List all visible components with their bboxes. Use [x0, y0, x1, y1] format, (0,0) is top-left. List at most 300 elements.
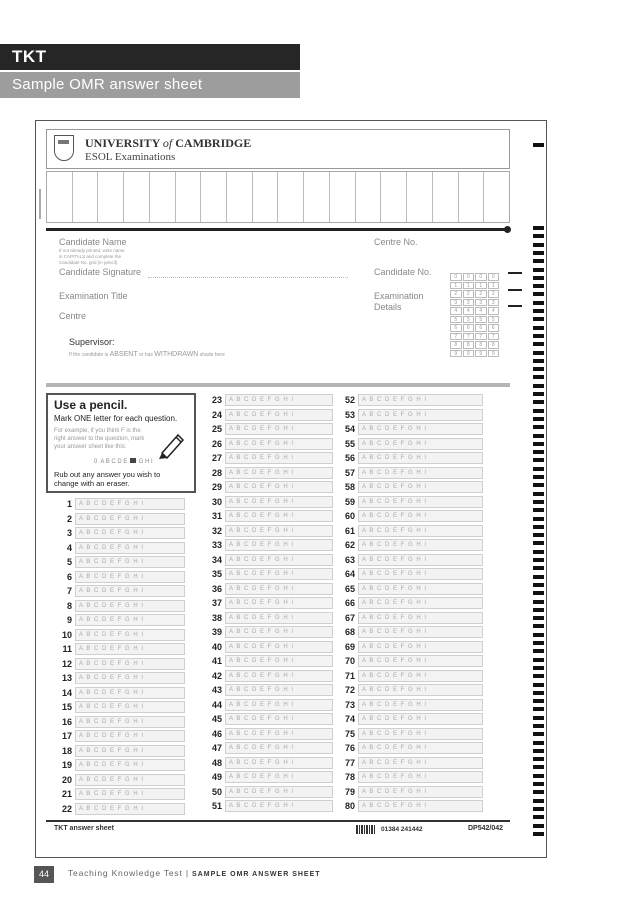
answer-options[interactable]: A B C D E F G H I: [225, 409, 333, 421]
question-number: 8: [66, 600, 72, 611]
digit-bubble[interactable]: 8: [488, 341, 500, 349]
signature-line: [148, 277, 348, 278]
question-number: 79: [344, 786, 355, 797]
question-number: 29: [211, 482, 222, 492]
answer-options[interactable]: A B C D E F G H I: [358, 452, 483, 464]
question-number: 5: [66, 557, 72, 567]
answer-row: [341, 625, 483, 639]
question-number: 56: [344, 453, 355, 463]
question-number: 2: [66, 513, 72, 524]
question-number: 44: [211, 699, 222, 710]
name-grid-cell[interactable]: [381, 172, 407, 222]
question-number: 58: [344, 482, 355, 492]
digit-bubble[interactable]: 0: [488, 273, 500, 281]
answer-row: [58, 715, 185, 729]
digit-bubble[interactable]: 9: [463, 350, 475, 358]
timing-mark: [533, 691, 544, 695]
timing-mark: [533, 741, 544, 745]
question-number: 32: [211, 525, 222, 536]
question-number: 28: [211, 467, 222, 478]
timing-mark: [533, 658, 544, 662]
answer-options[interactable]: A B C D E F G H I: [75, 571, 185, 583]
timing-mark: [533, 351, 544, 355]
answer-options[interactable]: A B C D E F G H I: [225, 496, 333, 508]
name-grid-cell[interactable]: [73, 172, 99, 222]
answer-options[interactable]: A B C D E F G H I: [75, 687, 185, 699]
digit-row: [450, 290, 500, 298]
digit-bubble[interactable]: 0: [463, 273, 475, 281]
mark-one-letter-text: Mark ONE letter for each question.: [54, 414, 178, 423]
answer-options[interactable]: A B C D E F G H I: [358, 597, 483, 609]
digit-bubble[interactable]: 3: [475, 299, 487, 307]
digit-bubble[interactable]: 5: [463, 316, 475, 324]
name-grid-cell[interactable]: [459, 172, 485, 222]
digit-bubble[interactable]: 5: [475, 316, 487, 324]
answer-row: [341, 683, 483, 697]
question-number: 68: [344, 627, 355, 637]
digit-bubble[interactable]: 4: [475, 307, 487, 315]
answer-options[interactable]: A B C D E F G H I: [358, 554, 483, 566]
digit-bubble[interactable]: 3: [463, 299, 475, 307]
question-number: 63: [344, 554, 355, 565]
centre-no-label: Centre No.: [374, 237, 418, 247]
side-dash: [508, 305, 522, 307]
timing-mark: [533, 525, 544, 529]
question-number: 41: [211, 656, 222, 666]
answer-row: [58, 584, 185, 598]
timing-mark: [533, 417, 544, 421]
answer-options[interactable]: A B C D E F G H I: [75, 643, 185, 655]
question-number: 62: [344, 540, 355, 550]
answer-options[interactable]: A B C D E F G H I: [75, 542, 185, 554]
digit-bubble[interactable]: 8: [450, 341, 462, 349]
timing-mark: [533, 317, 544, 321]
examination-details-label: Examination Details: [374, 291, 424, 312]
question-number: 34: [211, 554, 222, 565]
page-footer-title: Teaching Knowledge Test | SAMPLE OMR ANSWER SHEET: [68, 868, 321, 878]
digit-bubble[interactable]: 1: [463, 282, 475, 290]
question-number: 77: [344, 757, 355, 768]
answer-options[interactable]: A B C D E F G H I: [225, 626, 333, 638]
timing-mark: [533, 649, 544, 653]
answer-options[interactable]: A B C D E F G H I: [225, 684, 333, 696]
question-number: 21: [61, 789, 72, 799]
timing-mark: [533, 409, 544, 413]
timing-mark: [533, 508, 544, 512]
answer-options[interactable]: A B C D E F G H I: [225, 394, 333, 406]
name-grid-cell[interactable]: [304, 172, 330, 222]
timing-mark: [533, 575, 544, 579]
answer-row: [341, 408, 483, 422]
answer-options[interactable]: A B C D E F G H I: [358, 655, 483, 667]
answer-options[interactable]: A B C D E F G H I: [225, 641, 333, 653]
timing-mark: [533, 550, 544, 554]
answer-options[interactable]: A B C D E F G H I: [75, 658, 185, 670]
answer-row: [58, 512, 185, 526]
answer-options[interactable]: A B C D E F G H I: [225, 554, 333, 566]
timing-mark: [533, 284, 544, 288]
digit-bubble[interactable]: 1: [475, 282, 487, 290]
answer-options[interactable]: A B C D E F G H I: [358, 438, 483, 450]
answer-options[interactable]: A B C D E F G H I: [358, 684, 483, 696]
answer-options[interactable]: A B C D E F G H I: [75, 556, 185, 568]
candidate-name-label: Candidate Name: [59, 237, 127, 247]
timing-mark: [533, 234, 544, 238]
answer-row: [58, 744, 185, 758]
answer-row: [208, 466, 333, 480]
answer-options[interactable]: A B C D E F G H I: [225, 728, 333, 740]
logo-box: [46, 129, 510, 169]
question-number: 50: [211, 786, 222, 797]
digit-bubble[interactable]: 9: [475, 350, 487, 358]
question-number: 66: [344, 598, 355, 608]
answer-options[interactable]: A B C D E F G H I: [75, 716, 185, 728]
candidate-number-digit-grid: [450, 273, 500, 358]
answer-row: [341, 538, 483, 552]
answer-row: [208, 756, 333, 770]
answer-options[interactable]: A B C D E F G H I: [75, 672, 185, 684]
timing-mark: [533, 583, 544, 587]
answer-row: [208, 393, 333, 407]
timing-mark: [533, 375, 544, 379]
name-grid-cell[interactable]: [201, 172, 227, 222]
question-number: 14: [61, 687, 72, 698]
answer-options[interactable]: A B C D E F G H I: [358, 568, 483, 580]
name-grid-cell[interactable]: [176, 172, 202, 222]
answer-options[interactable]: A B C D E F G H I: [358, 481, 483, 493]
digit-bubble[interactable]: 4: [488, 307, 500, 315]
timing-mark: [533, 633, 544, 637]
question-number: 6: [66, 571, 72, 582]
answer-options[interactable]: A B C D E F G H I: [225, 539, 333, 551]
question-number: 18: [61, 745, 72, 756]
question-number: 76: [344, 743, 355, 753]
answer-row: [208, 625, 333, 639]
answer-options[interactable]: A B C D E F G H I: [358, 612, 483, 624]
digit-bubble[interactable]: 2: [450, 290, 462, 298]
digit-bubble[interactable]: 8: [475, 341, 487, 349]
name-grid-cell[interactable]: [150, 172, 176, 222]
answer-options[interactable]: A B C D E F G H I: [225, 699, 333, 711]
answer-options[interactable]: A B C D E F G H I: [358, 757, 483, 769]
answer-options[interactable]: A B C D E F G H I: [358, 771, 483, 783]
answer-options[interactable]: A B C D E F G H I: [358, 467, 483, 479]
answer-row: [58, 758, 185, 772]
question-number: 53: [344, 409, 355, 420]
answer-options[interactable]: A B C D E F G H I: [225, 525, 333, 537]
digit-bubble[interactable]: 2: [463, 290, 475, 298]
timing-mark: [533, 309, 544, 313]
answer-options[interactable]: A B C D E F G H I: [75, 788, 185, 800]
name-grid-cell[interactable]: [47, 172, 73, 222]
example-text: For example, if you think F is the right answer to the question, mark your answer sheet like this:: [54, 428, 145, 450]
answer-row: [208, 524, 333, 538]
answer-options[interactable]: A B C D E F G H I: [358, 409, 483, 421]
answer-row: [58, 773, 185, 787]
answer-row: [341, 495, 483, 509]
digit-row: [450, 299, 500, 307]
answer-options[interactable]: A B C D E F G H I: [75, 614, 185, 626]
digit-bubble[interactable]: 2: [488, 290, 500, 298]
answer-row: [341, 756, 483, 770]
digit-row: [450, 324, 500, 332]
digit-bubble[interactable]: 6: [488, 324, 500, 332]
digit-row: [450, 341, 500, 349]
question-number: 17: [61, 731, 72, 741]
answer-options[interactable]: A B C D E F G H I: [225, 713, 333, 725]
answer-options[interactable]: A B C D E F G H I: [225, 510, 333, 522]
digit-bubble[interactable]: 0: [475, 273, 487, 281]
answer-options[interactable]: A B C D E F G H I: [358, 423, 483, 435]
answer-options[interactable]: A B C D E F G H I: [358, 525, 483, 537]
timing-mark: [533, 782, 544, 786]
timing-mark: [533, 799, 544, 803]
timing-mark: [533, 342, 544, 346]
answer-row: [208, 611, 333, 625]
answer-row: [341, 596, 483, 610]
digit-bubble[interactable]: 1: [488, 282, 500, 290]
question-number: 48: [211, 757, 222, 768]
question-number: 10: [61, 629, 72, 640]
answer-row: [58, 497, 185, 511]
answer-options[interactable]: A B C D E F G H I: [358, 699, 483, 711]
answer-options[interactable]: A B C D E F G H I: [225, 655, 333, 667]
timing-mark: [533, 276, 544, 280]
name-grid-cell[interactable]: [124, 172, 150, 222]
answer-options[interactable]: A B C D E F G H I: [75, 745, 185, 757]
digit-bubble[interactable]: 7: [450, 333, 462, 341]
digit-row: [450, 316, 500, 324]
answer-options[interactable]: A B C D E F G H I: [358, 510, 483, 522]
digit-bubble[interactable]: 8: [463, 341, 475, 349]
question-number: 33: [211, 540, 222, 550]
question-number: 27: [211, 453, 222, 463]
answer-options[interactable]: A B C D E F G H I: [75, 803, 185, 815]
timing-mark: [533, 765, 544, 769]
answer-options[interactable]: A B C D E F G H I: [225, 757, 333, 769]
answer-sheet-footer-label: TKT answer sheet: [54, 825, 114, 832]
answer-options[interactable]: A B C D E F G H I: [225, 670, 333, 682]
digit-bubble[interactable]: 2: [475, 290, 487, 298]
question-number: 43: [211, 685, 222, 695]
answer-options[interactable]: A B C D E F G H I: [358, 394, 483, 406]
timing-mark: [533, 707, 544, 711]
name-grid-cell[interactable]: [98, 172, 124, 222]
timing-mark: [533, 483, 544, 487]
question-number: 59: [344, 496, 355, 507]
answer-options[interactable]: A B C D E F G H I: [358, 539, 483, 551]
question-number: 67: [344, 612, 355, 623]
name-grid-cell[interactable]: [278, 172, 304, 222]
name-grid-cell[interactable]: [227, 172, 253, 222]
question-number: 73: [344, 699, 355, 710]
pencil-icon: [156, 429, 186, 459]
name-grid-cell[interactable]: [356, 172, 382, 222]
answer-options[interactable]: A B C D E F G H I: [358, 626, 483, 638]
digit-bubble[interactable]: 6: [475, 324, 487, 332]
question-number: 61: [344, 525, 355, 536]
question-number: 31: [211, 511, 222, 521]
timing-mark: [533, 326, 544, 330]
answer-row: [341, 524, 483, 538]
name-grid-cell[interactable]: [433, 172, 459, 222]
answer-options[interactable]: A B C D E F G H I: [75, 513, 185, 525]
answer-options[interactable]: A B C D E F G H I: [225, 467, 333, 479]
answer-row: [58, 570, 185, 584]
answer-options[interactable]: A B C D E F G H I: [225, 612, 333, 624]
answer-row: [208, 654, 333, 668]
question-number: 12: [61, 658, 72, 669]
digit-bubble[interactable]: 0: [450, 273, 462, 281]
question-number: 30: [211, 496, 222, 507]
answer-options[interactable]: A B C D E F G H I: [225, 438, 333, 450]
answer-row: [208, 567, 333, 581]
question-number: 54: [344, 424, 355, 434]
timing-mark: [533, 683, 544, 687]
answer-row: [341, 582, 483, 596]
answer-row: [341, 422, 483, 436]
answer-options[interactable]: A B C D E F G H I: [358, 713, 483, 725]
answer-row: [341, 451, 483, 465]
timing-mark: [533, 458, 544, 462]
name-grid-cell[interactable]: [330, 172, 356, 222]
question-number: 11: [62, 644, 72, 654]
timing-mark: [533, 359, 544, 363]
answer-options[interactable]: A B C D E F G H I: [225, 800, 333, 812]
answer-options[interactable]: A B C D E F G H I: [75, 498, 185, 510]
divider-dot: [504, 226, 511, 233]
timing-mark: [533, 774, 544, 778]
answer-options[interactable]: A B C D E F G H I: [75, 629, 185, 641]
question-number: 7: [66, 586, 72, 596]
answer-options[interactable]: A B C D E F G H I: [358, 670, 483, 682]
name-grid-cell[interactable]: [407, 172, 433, 222]
answer-row: [58, 642, 185, 656]
digit-bubble[interactable]: 1: [450, 282, 462, 290]
left-margin-tick: [39, 189, 41, 219]
supervisor-label: Supervisor:: [69, 337, 115, 347]
timing-mark: [533, 533, 544, 537]
digit-bubble[interactable]: 6: [463, 324, 475, 332]
answer-row: [208, 480, 333, 494]
answer-options[interactable]: A B C D E F G H I: [225, 583, 333, 595]
answer-options[interactable]: A B C D E F G H I: [225, 452, 333, 464]
digit-row: [450, 282, 500, 290]
timing-mark: [533, 674, 544, 678]
answer-row: [208, 495, 333, 509]
timing-mark: [533, 301, 544, 305]
digit-bubble[interactable]: 7: [488, 333, 500, 341]
answer-options[interactable]: A B C D E F G H I: [75, 527, 185, 539]
answer-options[interactable]: A B C D E F G H I: [75, 600, 185, 612]
timing-mark: [533, 541, 544, 545]
answer-options[interactable]: A B C D E F G H I: [358, 641, 483, 653]
name-grid-cell[interactable]: [253, 172, 279, 222]
timing-mark: [533, 517, 544, 521]
side-dash: [508, 272, 522, 274]
tkt-header-bar: [0, 44, 300, 70]
answer-options[interactable]: A B C D E F G H I: [225, 786, 333, 798]
answer-row: [58, 541, 185, 555]
answer-options[interactable]: A B C D E F G H I: [75, 585, 185, 597]
answer-row: [58, 671, 185, 685]
timing-mark: [533, 716, 544, 720]
answer-options[interactable]: A B C D E F G H I: [225, 568, 333, 580]
answer-row: [58, 599, 185, 613]
question-number: 45: [211, 714, 222, 724]
digit-bubble[interactable]: 4: [463, 307, 475, 315]
answer-row: [341, 785, 483, 799]
answer-row: [341, 466, 483, 480]
university-crest-icon: [54, 135, 74, 161]
question-number: 39: [211, 627, 222, 637]
answer-row: [58, 729, 185, 743]
answer-options[interactable]: A B C D E F G H I: [358, 786, 483, 798]
digit-bubble[interactable]: 5: [450, 316, 462, 324]
answer-options[interactable]: A B C D E F G H I: [75, 759, 185, 771]
answer-row: [208, 640, 333, 654]
question-number: 57: [344, 467, 355, 478]
timing-mark: [533, 832, 544, 836]
timing-mark: [533, 732, 544, 736]
answer-row: [208, 712, 333, 726]
timing-mark: [533, 815, 544, 819]
question-number: 42: [211, 670, 222, 681]
digit-bubble[interactable]: 5: [488, 316, 500, 324]
answer-row: [58, 613, 185, 627]
digit-bubble[interactable]: 7: [475, 333, 487, 341]
name-grid-cell[interactable]: [484, 172, 509, 222]
digit-bubble[interactable]: 3: [450, 299, 462, 307]
answer-row: [341, 799, 483, 813]
digit-row: [450, 350, 500, 358]
answer-options[interactable]: A B C D E F G H I: [225, 481, 333, 493]
answer-options[interactable]: A B C D E F G H I: [225, 597, 333, 609]
answer-options[interactable]: A B C D E F G H I: [358, 583, 483, 595]
digit-bubble[interactable]: 6: [450, 324, 462, 332]
candidate-signature-label: Candidate Signature: [59, 267, 142, 277]
answer-options[interactable]: A B C D E F G H I: [358, 728, 483, 740]
answer-options[interactable]: A B C D E F G H I: [358, 800, 483, 812]
answer-options[interactable]: A B C D E F G H I: [225, 423, 333, 435]
timing-mark: [533, 608, 544, 612]
answer-options[interactable]: A B C D E F G H I: [75, 701, 185, 713]
question-number: 47: [211, 743, 222, 753]
answer-row: [58, 802, 185, 816]
question-number: 52: [344, 395, 355, 405]
answer-options[interactable]: A B C D E F G H I: [75, 774, 185, 786]
question-number: 78: [344, 772, 355, 782]
answer-row: [208, 727, 333, 741]
question-number: 64: [344, 569, 355, 579]
digit-bubble[interactable]: 9: [450, 350, 462, 358]
footer-code: DP542/042: [468, 825, 504, 832]
answer-options[interactable]: A B C D E F G H I: [75, 730, 185, 742]
timing-mark: [533, 475, 544, 479]
answer-row: [58, 628, 185, 642]
answer-options[interactable]: A B C D E F G H I: [225, 742, 333, 754]
digit-bubble[interactable]: 7: [463, 333, 475, 341]
answer-options[interactable]: A B C D E F G H I: [225, 771, 333, 783]
answer-options[interactable]: A B C D E F G H I: [358, 742, 483, 754]
digit-bubble[interactable]: 9: [488, 350, 500, 358]
answer-options[interactable]: A B C D E F G H I: [358, 496, 483, 508]
question-number: 51: [211, 801, 222, 811]
digit-bubble[interactable]: 4: [450, 307, 462, 315]
timing-mark: [533, 243, 544, 247]
answer-row: [208, 582, 333, 596]
digit-bubble[interactable]: 3: [488, 299, 500, 307]
